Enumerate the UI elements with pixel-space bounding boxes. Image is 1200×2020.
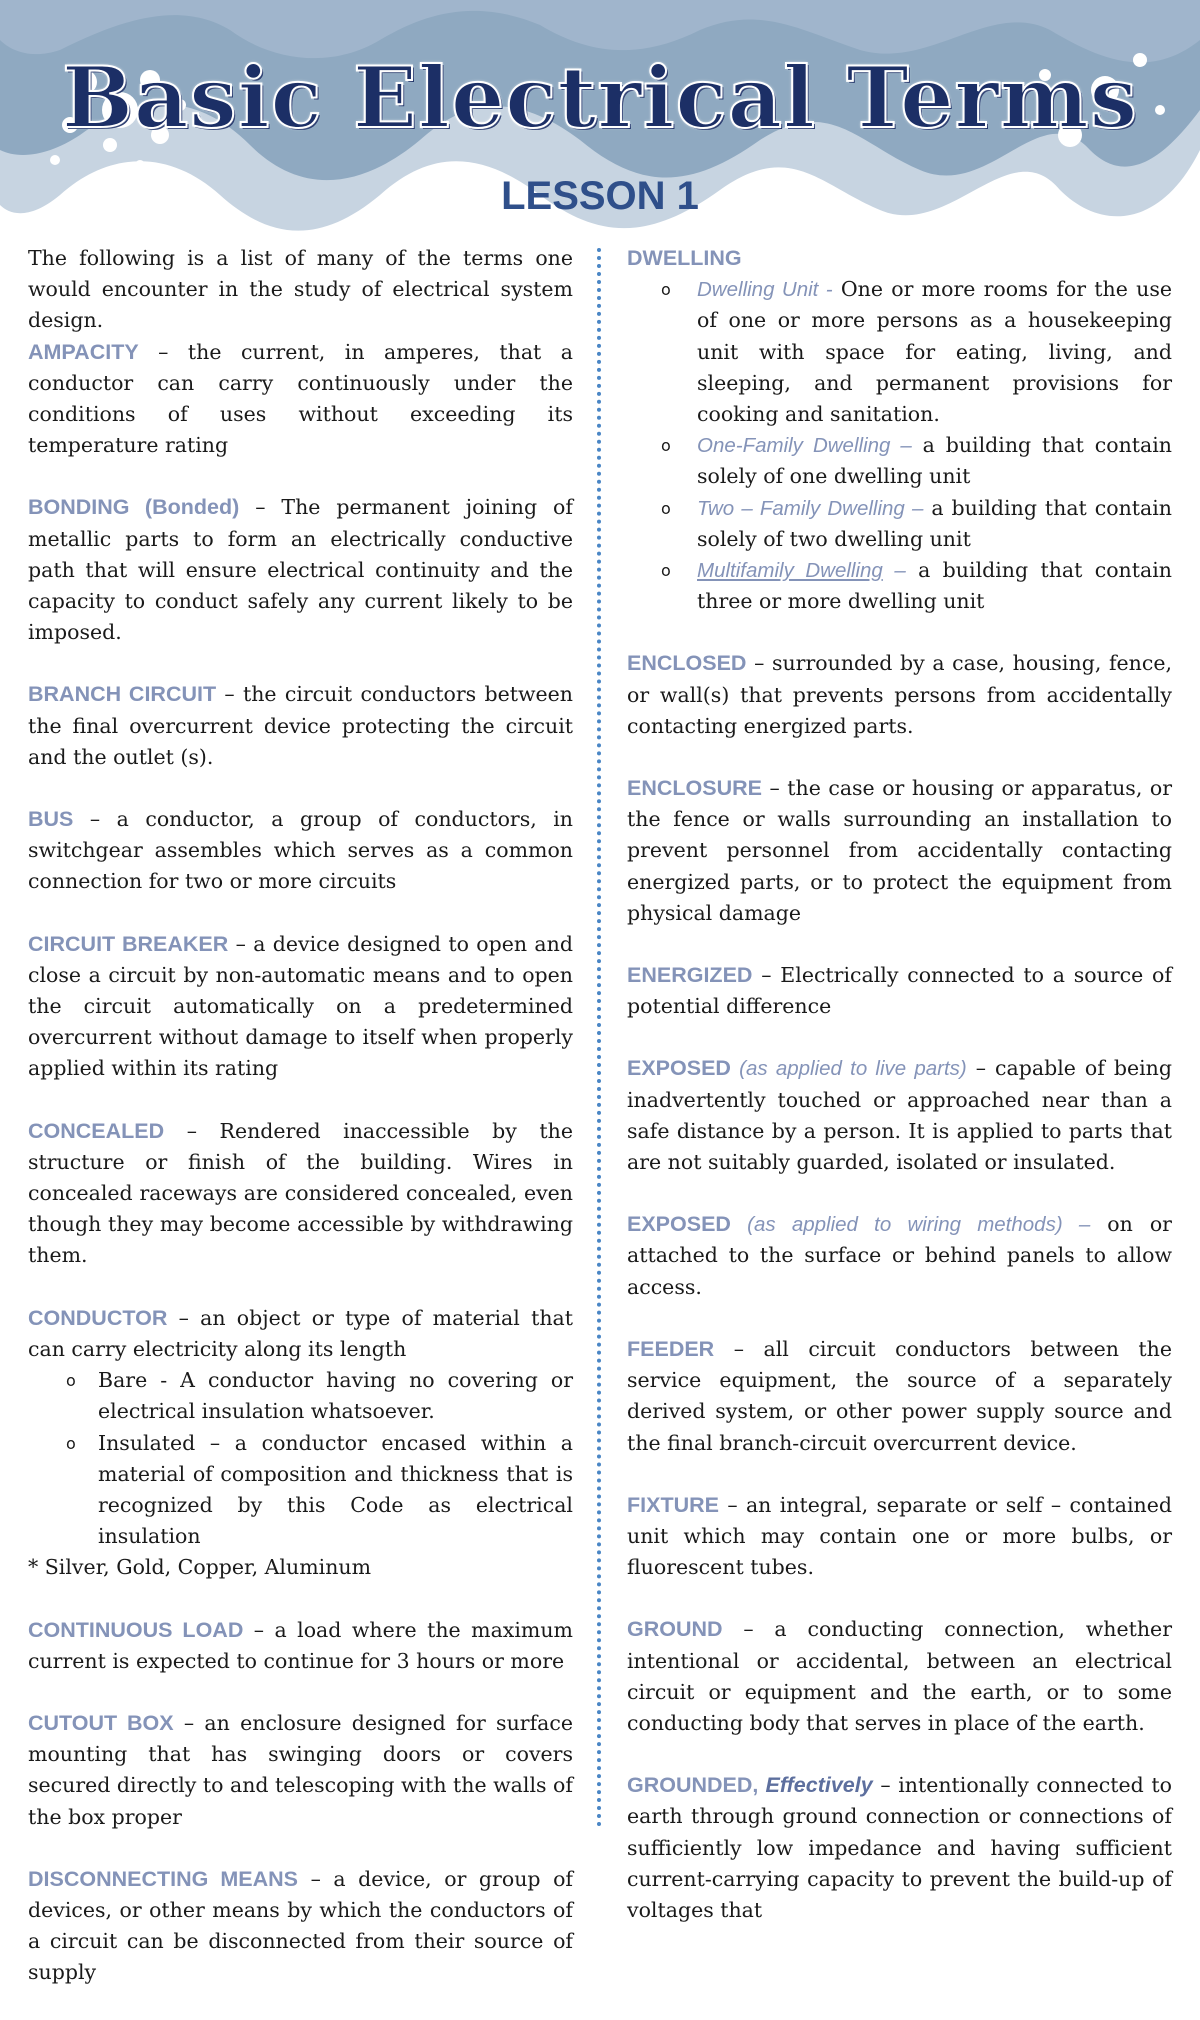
definition-ground (627, 1614, 1172, 1739)
definition-grounded-effectively (627, 1770, 1172, 1926)
term-label: ENCLOSURE (627, 776, 762, 801)
definition-bonding (28, 492, 573, 648)
term-label: BUS (28, 807, 74, 832)
definition-circuit-breaker (28, 929, 573, 1085)
term-definition: – the case or housing or apparatus, or the fence or walls surrounding an installation to prevent personnel from accidentally contacting energized parts, or to protect the equipment from physical damage (627, 776, 1172, 925)
definition-energized (627, 960, 1172, 1022)
definition-disconnecting-means (28, 1864, 573, 1989)
term-definition: – a device designed to open and close a circuit by non-automatic means and to open the circuit automatically on a predetermined overcurrent without damage to itself when properly applied within its rating (28, 931, 573, 1081)
bullet-icon: o (661, 436, 671, 456)
term-qualifier: Effectively (758, 1773, 873, 1798)
column-divider (597, 248, 601, 1828)
subterm-label: Two – Family Dwelling – (697, 496, 924, 520)
intro-text: The following is a list of many of the terms one would encounter in the study of electrical system design. (28, 246, 573, 333)
list-item (28, 1365, 573, 1427)
bullet-icon: o (66, 1371, 76, 1391)
definition-continuous-load (28, 1615, 573, 1677)
term-qualifier: (as applied to wiring methods) – (730, 1213, 1091, 1237)
conductor-note: * Silver, Gold, Copper, Aluminum (28, 1555, 372, 1580)
term-label: FEEDER (627, 1336, 715, 1361)
page-header (0, 0, 1200, 250)
term-label: ENERGIZED (627, 963, 753, 988)
dwelling-heading (627, 243, 1172, 274)
definition-ampacity (28, 337, 573, 462)
definition-cutout-box (28, 1708, 573, 1833)
definition-exposed-live-parts (627, 1053, 1172, 1178)
list-item-text: a building that contain solely of one dwelling unit (697, 433, 1172, 489)
subterm-dash: – (882, 559, 906, 583)
definition-branch-circuit (28, 679, 573, 773)
list-item-text: Bare - A conductor having no covering or electrical insulation whatsoever. (98, 1368, 573, 1424)
term-label: CIRCUIT BREAKER (28, 931, 229, 956)
right-column (627, 243, 1172, 1926)
term-definition: – a conductor, a group of conductors, in switchgear assembles which serves as a common connection for two or more circuits (28, 807, 573, 894)
term-label: EXPOSED (627, 1056, 731, 1081)
page-title: Basic Electrical Terms (62, 48, 1138, 147)
term-label: DWELLING (627, 246, 742, 270)
subterm-label: Dwelling Unit - (697, 278, 833, 302)
term-label: CONCEALED (28, 1118, 165, 1143)
subterm-label: One-Family Dwelling – (697, 434, 912, 458)
term-definition: – The permanent joining of metallic parts to form an electrically conductive path that will ensure electrical continuity and the capacity to conduct safely any current likely to be imposed. (28, 495, 573, 645)
term-definition: – all circuit conductors between the service equipment, the source of a separately derived system, or other power supply source and the final branch-circuit overcurrent device. (627, 1336, 1172, 1455)
bullet-icon: o (661, 280, 671, 300)
term-qualifier: (as applied to live parts) (730, 1057, 967, 1081)
list-item (627, 274, 1172, 430)
term-label: AMPACITY (28, 339, 139, 364)
bullet-icon: o (661, 561, 671, 581)
term-label: CUTOUT BOX (28, 1710, 174, 1735)
lesson-heading: LESSON 1 (501, 174, 699, 218)
term-label: BONDING (Bonded) (28, 495, 240, 520)
left-column (28, 243, 573, 2020)
term-definition: – a conducting connection, whether intentional or accidental, between an electrical circuit or equipment and the earth, or to some conducting body that serves in place of the earth. (627, 1617, 1172, 1735)
list-item-text: a building that contain solely of two dwelling unit (697, 495, 1172, 551)
definition-concealed (28, 1116, 573, 1272)
list-item-text: a building that contain three or more dwelling unit (697, 558, 1172, 614)
definition-dwelling (627, 243, 1172, 617)
list-item-text: Insulated – a conductor encased within a material of composition and thickness that is recognized by this Code as electrical insulation (98, 1430, 573, 1549)
term-definition: on or attached to the surface or behind panels to allow access. (627, 1212, 1172, 1299)
definition-conductor (28, 1303, 573, 1584)
term-definition: – Electrically connected to a source of potential difference (627, 963, 1172, 1019)
term-label: ENCLOSED (627, 651, 747, 676)
term-label: GROUND (627, 1617, 723, 1642)
list-item-text: One or more rooms for the use of one or more persons as a housekeeping unit with space for eating, living, and sleeping, and permanent provisions for cooking and sanitation. (697, 277, 1172, 427)
term-label: DISCONNECTING MEANS (28, 1866, 299, 1891)
term-definition: – Rendered inaccessible by the structure or finish of the building. Wires in concealed raceways are considered concealed, even though they may become accessible by withdrawing them. (28, 1118, 573, 1268)
bullet-icon: o (661, 498, 671, 518)
term-definition: – the current, in amperes, that a conductor can carry continuously under the conditions of uses without exceeding its temperature rating (28, 339, 573, 458)
conductor-types-list (28, 1365, 573, 1552)
definition-bus (28, 804, 573, 898)
list-item (627, 555, 1172, 617)
term-definition: – an object or type of material that can carry electricity along its length (28, 1305, 573, 1361)
term-label: CONTINUOUS LOAD (28, 1617, 244, 1642)
term-label: CONDUCTOR (28, 1305, 168, 1330)
term-label: BRANCH CIRCUIT (28, 682, 217, 707)
conductor-heading (28, 1303, 573, 1365)
definition-feeder (627, 1334, 1172, 1459)
bullet-icon: o (66, 1433, 76, 1453)
list-item (627, 430, 1172, 492)
term-definition: – an enclosure designed for surface mounting that has swinging doors or covers secured directly to and telescoping with the walls of the box proper (28, 1710, 574, 1829)
term-definition: – surrounded by a case, housing, fence, or wall(s) that prevents persons from accidentally contacting energized parts. (627, 651, 1172, 738)
term-definition: – an integral, separate or self – contained unit which may contain one or more bulbs, or fluorescent tubes. (627, 1492, 1172, 1580)
term-definition: – the circuit conductors between the final overcurrent device protecting the circuit and the outlet (s). (28, 682, 573, 769)
definition-exposed-wiring (627, 1209, 1172, 1303)
term-definition: – a load where the maximum current is expected to continue for 3 hours or more (28, 1617, 573, 1673)
term-definition: – intentionally connected to earth through ground connection or connections of sufficiently low impedance and having sufficient current-carrying capacity to prevent the build-up of voltages that (627, 1773, 1172, 1922)
list-item (28, 1428, 573, 1553)
dwelling-types-list (627, 274, 1172, 617)
term-definition: – capable of being inadvertently touched or approached near than a safe distance by a person. It is applied to parts that are not suitably guarded, isolated or insulated. (627, 1056, 1172, 1175)
term-label: FIXTURE (627, 1492, 719, 1517)
term-label: GROUNDED, (627, 1773, 759, 1798)
definition-fixture (627, 1490, 1172, 1584)
term-definition: – a device, or group of devices, or other means by which the conductors of a circuit can be disconnected from their source of supply (28, 1866, 573, 1985)
list-item (627, 493, 1172, 555)
definition-enclosure (627, 773, 1172, 929)
subterm-label: Multifamily Dwelling (697, 559, 883, 583)
term-label: EXPOSED (627, 1212, 731, 1237)
definition-enclosed (627, 648, 1172, 742)
